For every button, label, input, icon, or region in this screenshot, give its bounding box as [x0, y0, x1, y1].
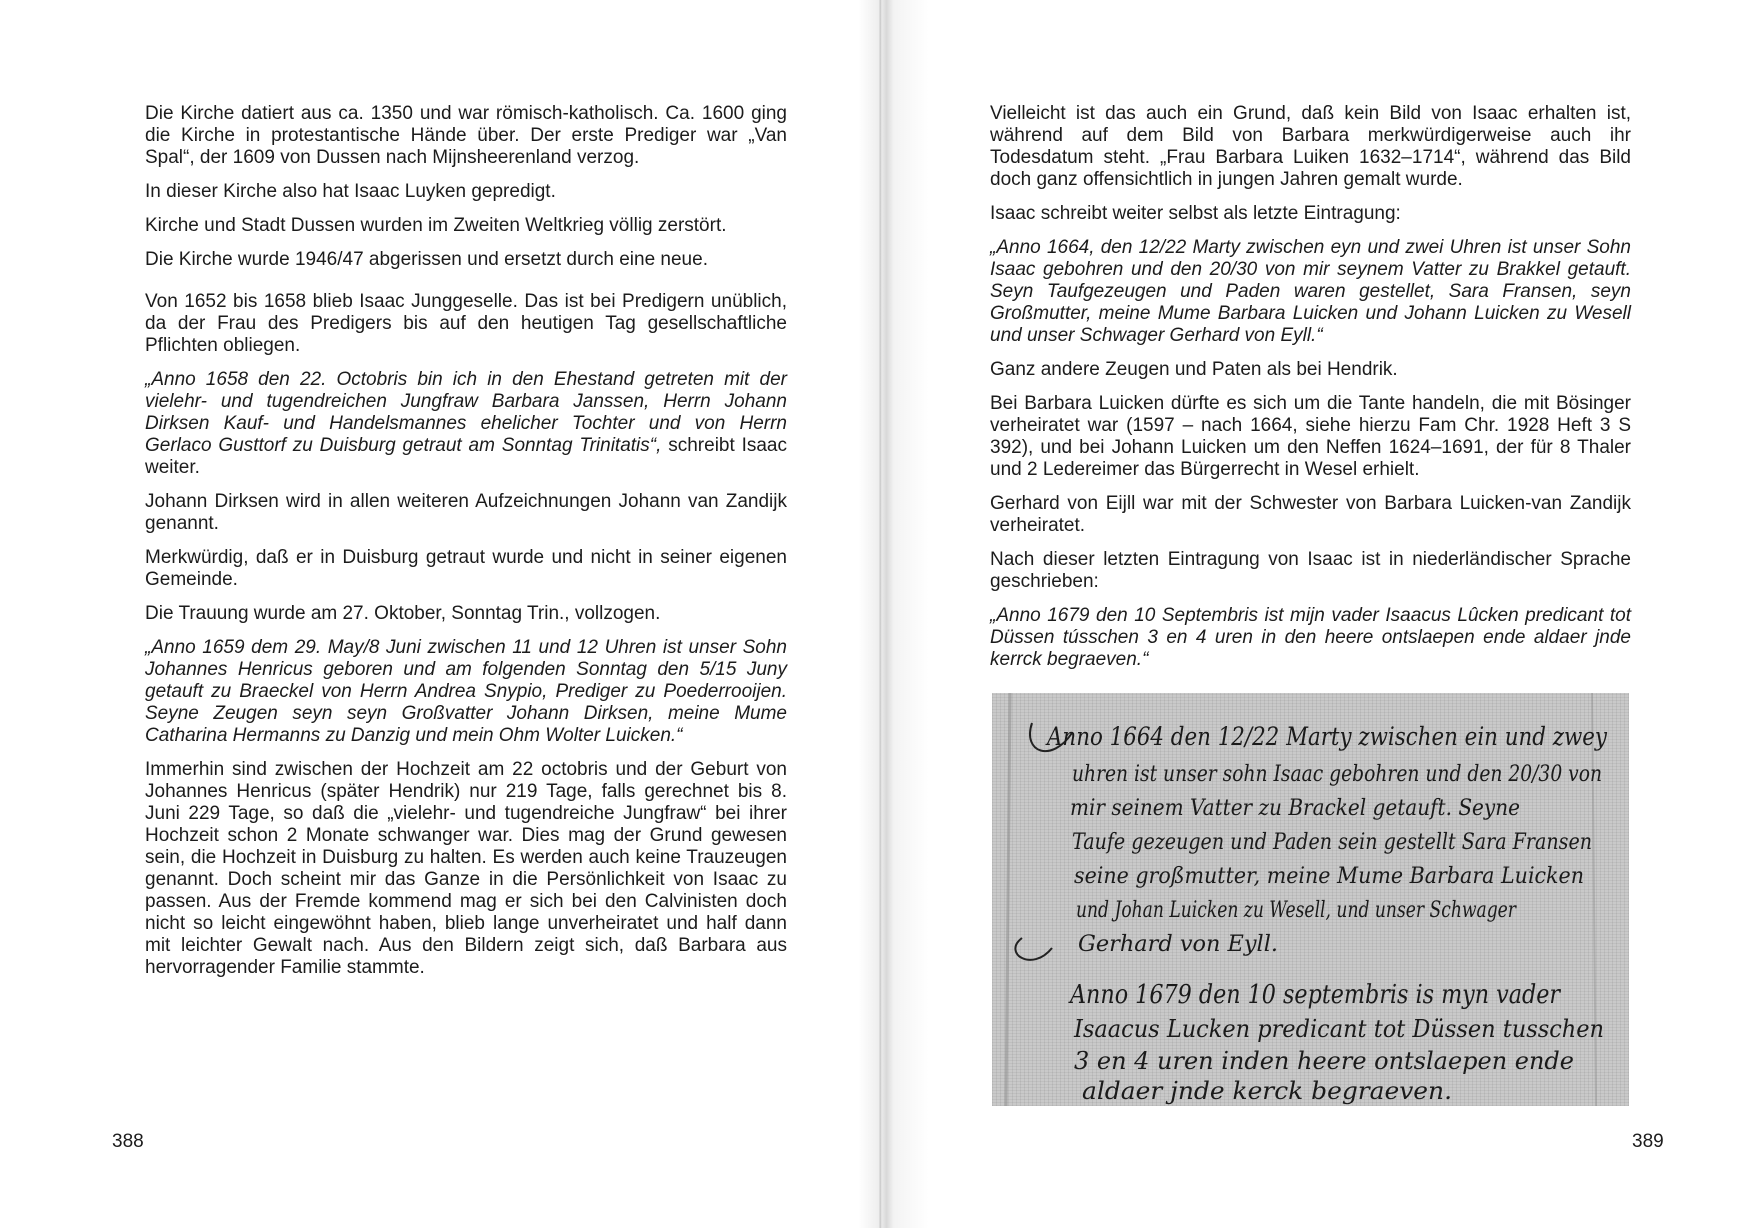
paragraph: Nach dieser letzten Eintragung von Isaac ist in niederländischer Sprache geschrieben: [990, 549, 1631, 592]
paragraph: Von 1652 bis 1658 blieb Isaac Junggeselle. Das ist bei Predigern unüblich, da der Frau des Predigers bis auf den heutigen Tag gesellschaftliche Pflichten obliegen. [145, 291, 787, 356]
manuscript-line: Gerhard von Eyll. [1078, 932, 1278, 957]
manuscript-line: Isaacus Lucken predicant tot Düssen tusschen [1073, 1015, 1604, 1043]
right-text-column [990, 103, 1631, 683]
page-number: 389 [1632, 1131, 1664, 1152]
manuscript-line: aldaer jnde kerck begraeven. [1082, 1077, 1452, 1105]
quote-paragraph [145, 369, 787, 479]
manuscript-drawing [992, 693, 1629, 1106]
handwritten-manuscript-image [992, 693, 1629, 1106]
paragraph: In dieser Kirche also hat Isaac Luyken gepredigt. [145, 181, 556, 202]
manuscript-line: Taufe gezeugen und Paden sein gestellt Sara Fransen [1072, 830, 1592, 855]
paragraph: Die Kirche wurde 1946/47 abgerissen und ersetzt durch eine neue. [145, 249, 708, 270]
paragraph: Merkwürdig, daß er in Duisburg getraut wurde und nicht in seiner eigenen Gemeinde. [145, 547, 787, 590]
manuscript-line: mir seinem Vatter zu Brackel getauft. Seyne [1070, 796, 1520, 821]
quote-paragraph: „Anno 1664, den 12/22 Marty zwischen eyn und zwei Uhren ist unser Sohn Isaac gebohren und den 20/30 von mir seynem Vatter zu Brakkel getauft. Seyn Taufgezeugen und Paden waren gestellet, Sara Fransen, seyn Großmutter, meine Mume Barbara Luicken und Johann Luicken zu Wesell und unser Schwager Gerhard von Eyll.“ [990, 237, 1631, 346]
paragraph: Isaac schreibt weiter selbst als letzte Eintragung: [990, 203, 1401, 224]
manuscript-line: seine großmutter, meine Mume Barbara Luicken [1074, 864, 1584, 889]
left-text-column [145, 103, 787, 991]
manuscript-line: und Johan Luicken zu Wesell, und unser Schwager [1076, 898, 1518, 923]
manuscript-line: Anno 1664 den 12/22 Marty zwischen ein und zwey [1045, 722, 1608, 751]
quote-attribution: schreibt Isaac weiter. [145, 435, 788, 478]
paragraph: Gerhard von Eijll war mit der Schwester von Barbara Luicken-van Zandijk verheiratet. [990, 493, 1631, 536]
paragraph: Johann Dirksen wird in allen weiteren Aufzeichnungen Johann van Zandijk genannt. [145, 491, 787, 534]
quote-paragraph: „Anno 1679 den 10 Septembris ist mijn vader Isaacus Lûcken predicant tot Düssen tússchen 3 en 4 uren in den heere ontslaepen ende aldaer jnde kerrck begraeven.“ [990, 605, 1631, 670]
paragraph: Immerhin sind zwischen der Hochzeit am 22 octobris und der Geburt von Johannes Henricus (später Hendrik) nur 219 Tage, falls gerechnet bis 8. Juni 229 Tage, so daß die „vielehr- und tugendreiche Jungfraw“ bei ihrer Hochzeit schon 2 Monate schwanger war. Dies mag der Grund gewesen sein, die Hochzeit in Duisburg zu halten. Es werden auch keine Trauzeugen genannt. Doch scheint mir das Ganze in die Persönlichkeit von Isaac zu passen. Aus der Fremde kommend mag er sich bei den Calvinisten doch nicht so leicht eingewöhnt haben, blieb lange unverheiratet und half dann mit leichter Gewalt nach. Aus den Bildern zeigt sich, daß Barbara aus hervorragender Familie stammte. [145, 759, 787, 978]
paragraph: Die Kirche datiert aus ca. 1350 und war römisch-katholisch. Ca. 1600 ging die Kirche in protestantische Hände über. Der erste Prediger war „Van Spal“, der 1609 von Dussen nach Mijnsheerenland verzog. [145, 103, 787, 168]
manuscript-line: 3 en 4 uren inden heere ontslaepen ende [1074, 1047, 1574, 1075]
paragraph: Vielleicht ist das auch ein Grund, daß kein Bild von Isaac erhalten ist, während auf dem Bild von Barbara merkwürdigerweise auch ihr Todesdatum steht. „Frau Barbara Luiken 1632–1714“, während das Bild doch ganz offensichtlich in jungen Jahren gemalt wurde. [990, 103, 1631, 190]
manuscript-line: Anno 1679 den 10 septembris is myn vader [1068, 980, 1562, 1010]
quote-text: „Anno 1658 den 22. Octobris bin ich in den Ehestand getreten mit der vielehr- und tugendreichen Jungfraw Barbara Janssen, Herrn Johann Dirksen Kauf- und Handelsmannes ehelicher Tochter und von Herrn Gerlaco Gusttorf zu Duisburg getraut am Sonntag Trinitatis“, [145, 369, 787, 456]
paragraph: Ganz andere Zeugen und Paten als bei Hendrik. [990, 359, 1398, 380]
manuscript-line: uhren ist unser sohn Isaac gebohren und den 20/30 von [1072, 762, 1602, 787]
paragraph: Kirche und Stadt Dussen wurden im Zweiten Weltkrieg völlig zerstört. [145, 215, 727, 236]
paragraph: Bei Barbara Luicken dürfte es sich um die Tante handeln, die mit Bösinger verheiratet war (1597 – nach 1664, siehe hierzu Fam Chr. 1928 Heft 3 S 392), und bei Johann Luicken um den Neffen 1624–1691, der für 8 Thaler und 2 Ledereimer das Bürgerrecht in Wesel erhielt. [990, 393, 1631, 480]
page-number: 388 [112, 1131, 144, 1152]
paragraph: Die Trauung wurde am 27. Oktober, Sonntag Trin., vollzogen. [145, 603, 661, 624]
quote-paragraph: „Anno 1659 dem 29. May/8 Juni zwischen 11 und 12 Uhren ist unser Sohn Johannes Henricus geboren und am folgenden Sonntag den 5/15 Juny getauft zu Braeckel von Herrn Andrea Snypio, Prediger zu Poederrooijen. Seyne Zeugen seyn seyn Großvatter Johann Dirksen, meine Mume Catharina Hermanns zu Danzig und mein Ohm Wolter Luicken.“ [145, 637, 787, 746]
